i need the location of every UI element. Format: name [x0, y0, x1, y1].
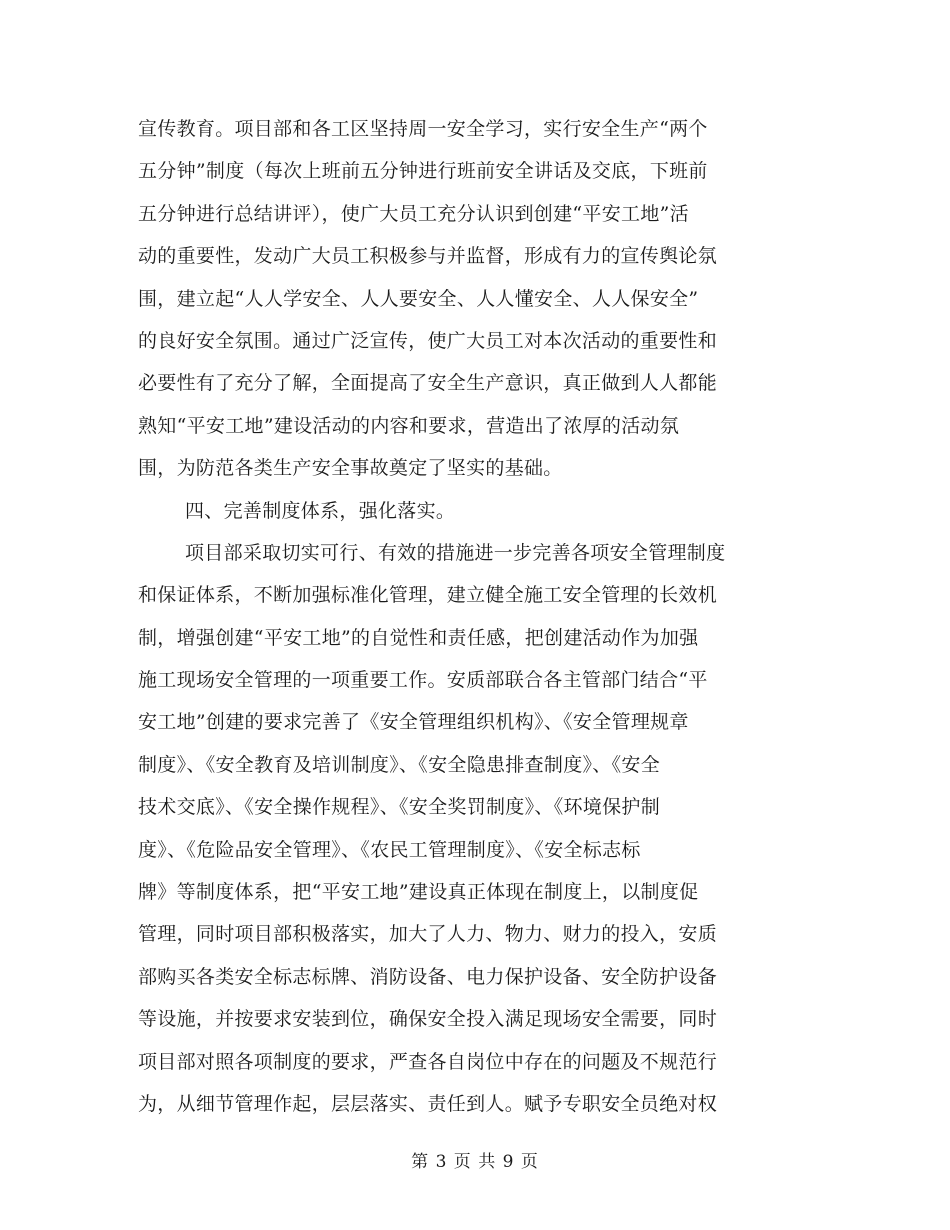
text-line: 和保证体系，不断加强标准化管理，建立健全施工安全管理的长效机	[138, 584, 718, 607]
footer-middle: 页 共	[447, 1152, 503, 1172]
text-line: 制，增强创建“平安工地”的自觉性和责任感，把创建活动作为加强	[138, 626, 699, 649]
text-line: 四、完善制度体系，强化落实。	[185, 499, 456, 522]
text-line: 动的重要性，发动广大员工积极参与并监督，形成有力的宣传舆论氛	[138, 245, 718, 268]
text-line: 五分钟”制度（每次上班前五分钟进行班前安全讲话及交底，下班前	[138, 160, 708, 183]
text-line: 熟知“平安工地”建设活动的内容和要求，营造出了浓厚的活动氛	[138, 414, 680, 437]
current-page-number: 3	[435, 1152, 448, 1172]
page-footer	[0, 1150, 950, 1174]
text-line: 施工现场安全管理的一项重要工作。安质部联合各主管部门结合“平	[138, 669, 708, 692]
text-line: 围，为防范各类生产安全事故奠定了坚实的基础。	[138, 457, 563, 480]
text-line: 项目部对照各项制度的要求，严查各自岗位中存在的问题及不规范行	[138, 1050, 718, 1073]
total-page-count: 9	[502, 1152, 515, 1172]
text-line: 必要性有了充分了解，全面提高了安全生产意识，真正做到人人都能	[138, 372, 718, 395]
text-line: 等设施，并按要求安装到位，确保安全投入满足现场安全需要，同时	[138, 1008, 718, 1031]
text-line: 宣传教育。项目部和各工区坚持周一安全学习，实行安全生产“两个	[138, 118, 708, 140]
footer-suffix: 页	[514, 1152, 539, 1172]
text-line: 安工地”创建的要求完善了《安全管理组织机构》、《安全管理规章	[138, 711, 689, 734]
text-line: 项目部采取切实可行、有效的措施进一步完善各项安全管理制度	[185, 541, 726, 564]
body-text	[138, 108, 758, 1125]
text-line: 的良好安全氛围。通过广泛宣传，使广大员工对本次活动的重要性和	[138, 329, 718, 352]
text-line: 管理，同时项目部积极落实，加大了人力、物力、财力的投入，安质	[138, 923, 718, 946]
text-line: 技术交底》、《安全操作规程》、《安全奖罚制度》、《环境保护制	[138, 796, 661, 819]
footer-prefix: 第	[411, 1152, 436, 1172]
text-line: 为，从细节管理作起，层层落实、责任到人。赋予专职安全员绝对权	[138, 1092, 718, 1115]
text-line: 部购买各类安全标志标牌、消防设备、电力保护设备、安全防护设备	[138, 965, 718, 988]
text-line: 度》、《危险品安全管理》、《农民工管理制度》、《安全标志标	[138, 838, 641, 861]
text-line: 围，建立起“人人学安全、人人要安全、人人懂安全、人人保安全”	[138, 287, 699, 310]
text-line: 牌》等制度体系，把“平安工地”建设真正体现在制度上，以制度促	[138, 881, 699, 904]
text-line: 五分钟进行总结讲评），使广大员工充分认识到创建“平安工地”活	[138, 202, 689, 225]
text-line: 制度》、《安全教育及培训制度》、《安全隐患排查制度》、《安全	[138, 753, 661, 776]
